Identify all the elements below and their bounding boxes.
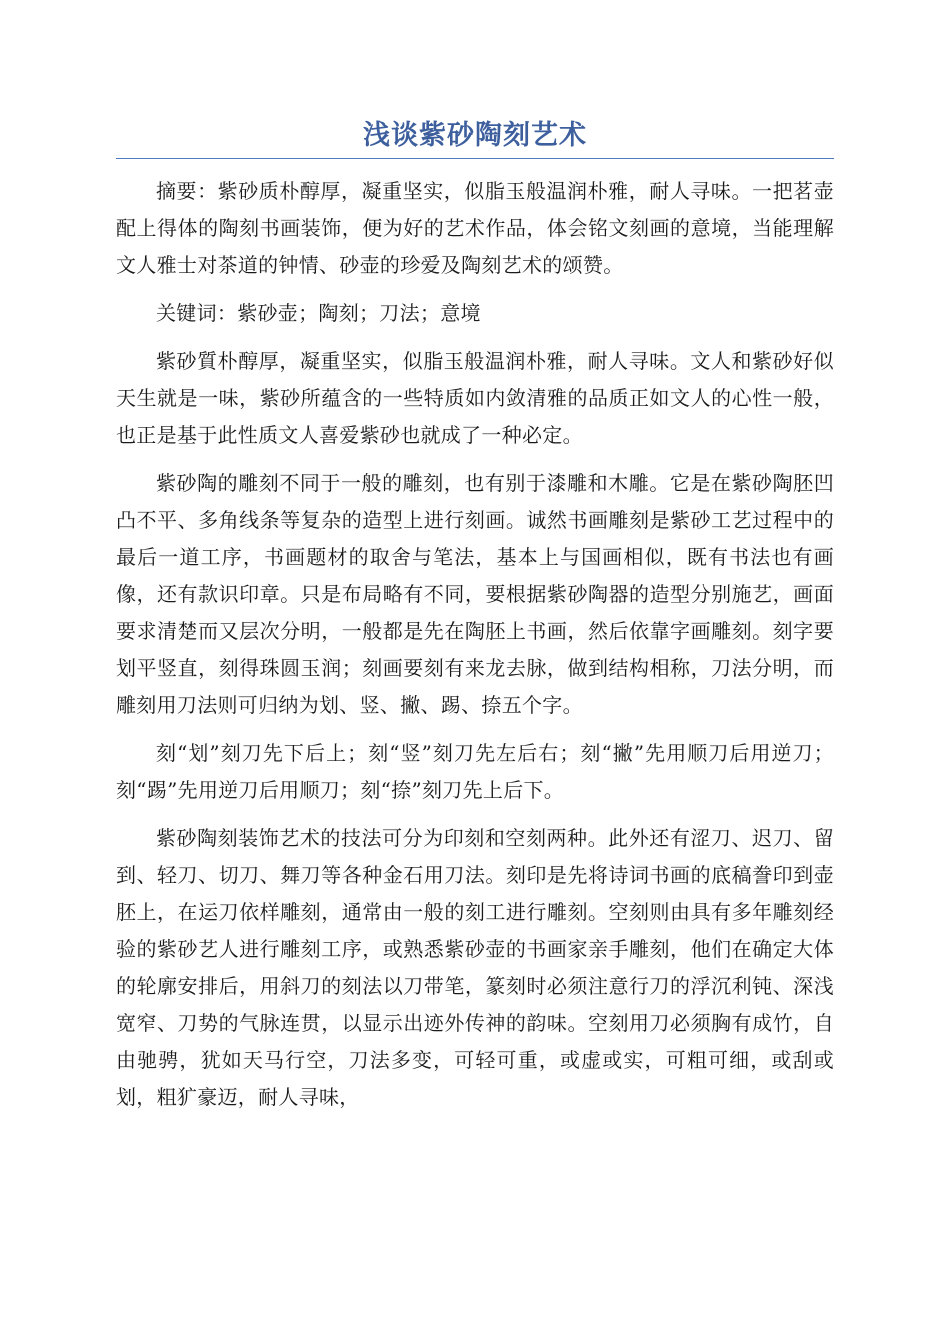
body-paragraph: 刻“划”刻刀先下后上；刻“竖”刻刀先左后右；刻“撇”先用顺刀后用逆刀；刻“踢”先用逆刀后用顺刀；刻“捺”刻刀先上后下。 <box>116 741 834 802</box>
document-page <box>116 112 834 1127</box>
keywords-line: 关键词：紫砂壶；陶刻；刀法；意境 <box>156 301 481 325</box>
body-paragraph: 紫砂質朴醇厚，凝重坚实，似脂玉般温润朴雅，耐人寻味。文人和紫砂好似天生就是一味，紫砂所蕴含的一些特质如内敛清雅的品质正如文人的心性一般，也正是基于此性质文人喜爱紫砂也就成了一种必定。 <box>116 349 834 447</box>
body-paragraph: 紫砂陶的雕刻不同于一般的雕刻，也有别于漆雕和木雕。它是在紫砂陶胚凹凸不平、多角线条等复杂的造型上进行刻画。诚然书画雕刻是紫砂工艺过程中的最后一道工序，书画题材的取舍与笔法，基本上与国画相似，既有书法也有画像，还有款识印章。只是布局略有不同，要根据紫砂陶器的造型分别施艺，画面要求清楚而又层次分明，一般都是先在陶胚上书画，然后依靠字画雕刻。刻字要划平竖直，刻得珠圆玉润；刻画要刻有来龙去脉，做到结构相称，刀法分明，而雕刻用刀法则可归纳为划、竖、撇、踢、捺五个字。 <box>116 471 834 717</box>
title-underline <box>116 158 834 159</box>
abstract-paragraph: 摘要：紫砂质朴醇厚，凝重坚实，似脂玉般温润朴雅，耐人寻味。一把茗壶配上得体的陶刻书画装饰，便为好的艺术作品，体会铭文刻画的意境，当能理解文人雅士对茶道的钟情、砂壶的珍爱及陶刻艺术的颂赞。 <box>116 179 834 277</box>
body-paragraph: 紫砂陶刻装饰艺术的技法可分为印刻和空刻两种。此外还有涩刀、迟刀、留到、轻刀、切刀、舞刀等各种金石用刀法。刻印是先将诗词书画的底稿誊印到壶胚上，在运刀依样雕刻，通常由一般的刻工进行雕刻。空刻则由具有多年雕刻经验的紫砂艺人进行雕刻工序，或熟悉紫砂壶的书画家亲手雕刻，他们在确定大体的轮廓安排后，用斜刀的刻法以刀带笔，篆刻时必须注意行刀的浮沉利钝、深浅宽窄、刀势的气脉连贯，以显示出迹外传神的韵味。空刻用刀必须胸有成竹，自由驰骋，犹如天马行空，刀法多变，可轻可重，或虚或实，可粗可细，或刮或划，粗犷豪迈，耐人寻味， <box>116 826 834 1109</box>
document-title: 浅谈紫砂陶刻艺术 <box>363 120 587 151</box>
